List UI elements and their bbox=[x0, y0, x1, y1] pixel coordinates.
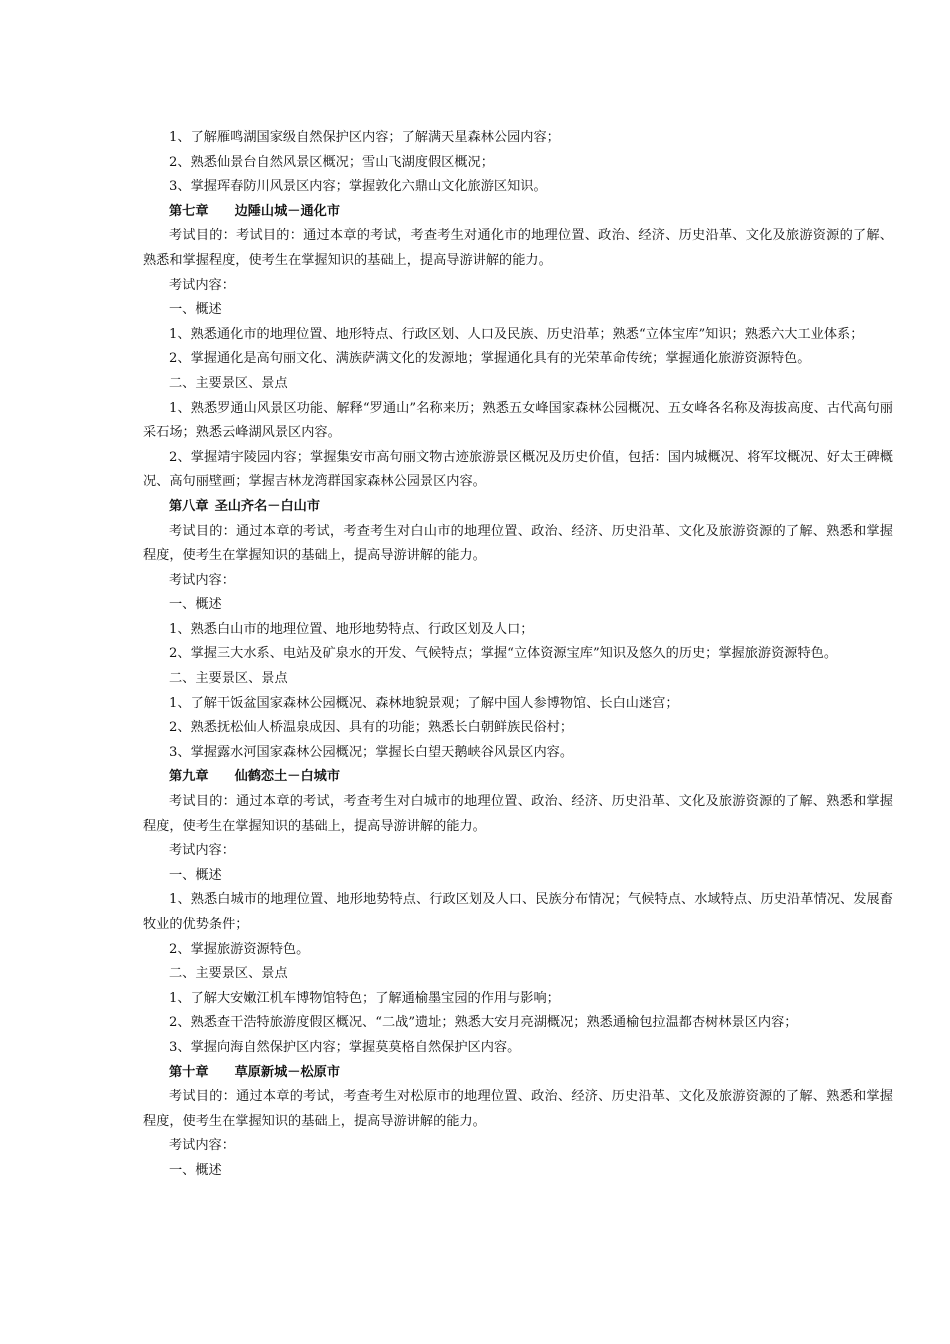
paragraph: 1、了解雁鸣湖国家级自然保护区内容；了解满天星森林公园内容； bbox=[169, 130, 560, 145]
paragraph: 考试目的：通过本章的考试，考查考生对白山市的地理位置、政治、经济、历史沿革、文化及旅游资源的了解、熟悉和掌握程度，使考生在掌握知识的基础上，提高导游讲解的能力。 bbox=[143, 523, 893, 564]
chapter-title: 草原新城－松原市 bbox=[234, 1064, 341, 1080]
paragraph: 1、了解干饭盆国家森林公园概况、森林地貌景观；了解中国人参博物馆、长白山迷宫； bbox=[169, 695, 679, 711]
paragraph: 2、熟悉抚松仙人桥温泉成因、具有的功能；熟悉长白朝鲜族民俗村； bbox=[169, 720, 574, 736]
paragraph: 考试目的：考试目的：通过本章的考试，考查考生对通化市的地理位置、政治、经济、历史沿革、文化及旅游资源的了解、熟悉和掌握程度，使考生在掌握知识的基础上，提高导游讲解的能力。 bbox=[143, 228, 893, 268]
paragraph: 一、概述 bbox=[169, 1162, 222, 1178]
chapter-heading-10 bbox=[143, 1061, 893, 1086]
paragraph: 考试内容： bbox=[169, 572, 235, 588]
paragraph: 2、熟悉仙景台自然风景区概况；雪山飞湖度假区概况； bbox=[169, 154, 494, 170]
paragraph: 考试内容： bbox=[169, 277, 235, 293]
paragraph: 二、主要景区、景点 bbox=[169, 375, 288, 391]
paragraph: 考试目的：通过本章的考试，考查考生对松原市的地理位置、政治、经济、历史沿革、文化及旅游资源的了解、熟悉和掌握程度，使考生在掌握知识的基础上，提高导游讲解的能力。 bbox=[143, 1089, 893, 1129]
paragraph: 1、了解大安嫩江机车博物馆特色；了解通榆墨宝园的作用与影响； bbox=[169, 990, 560, 1006]
paragraph: 1、熟悉白城市的地理位置、地形地势特点、行政区划及人口、民族分布情况；气候特点、水域特点、历史沿革情况、发展畜牧业的优势条件； bbox=[143, 892, 893, 932]
paragraph: 1、熟悉通化市的地理位置、地形特点、行政区划、人口及民族、历史沿革；熟悉“立体宝库”知识；熟悉六大工业体系； bbox=[169, 326, 864, 342]
paragraph: 3、掌握露水河国家森林公园概况；掌握长白望天鹅峡谷风景区内容。 bbox=[169, 744, 574, 760]
chapter-heading-8 bbox=[143, 495, 893, 520]
paragraph: 3、掌握珲春防川风景区内容；掌握敦化六鼎山文化旅游区知识。 bbox=[169, 179, 547, 195]
paragraph: 考试目的：通过本章的考试，考查考生对白城市的地理位置、政治、经济、历史沿革、文化及旅游资源的了解、熟悉和掌握程度，使考生在掌握知识的基础上，提高导游讲解的能力。 bbox=[143, 794, 893, 834]
paragraph: 一、概述 bbox=[169, 597, 222, 613]
paragraph: 2、熟悉查干浩特旅游度假区概况、“二战”遗址；熟悉大安月亮湖概况；熟悉通榆包拉温都杏树林景区内容； bbox=[169, 1015, 798, 1031]
paragraph: 考试内容： bbox=[169, 843, 235, 859]
chapter-number: 第九章 bbox=[169, 769, 209, 785]
paragraph: 二、主要景区、景点 bbox=[169, 966, 288, 982]
chapter-title: 圣山齐名－白山市 bbox=[214, 498, 321, 514]
paragraph: 2、掌握通化是高句丽文化、满族萨满文化的发源地；掌握通化具有的光荣革命传统；掌握通化旅游资源特色。 bbox=[169, 351, 811, 367]
chapter-number: 第八章 bbox=[169, 498, 209, 514]
paragraph: 2、掌握三大水系、电站及矿泉水的开发、气候特点；掌握“立体资源宝库”知识及悠久的历史；掌握旅游资源特色。 bbox=[169, 646, 838, 662]
paragraph: 一、概述 bbox=[169, 302, 222, 318]
chapter-number: 第十章 bbox=[169, 1064, 209, 1080]
paragraph: 1、熟悉罗通山风景区功能、解释“罗通山”名称来历；熟悉五女峰国家森林公园概况、五女峰各名称及海拔高度、古代高句丽采石场；熟悉云峰湖风景区内容。 bbox=[143, 400, 893, 441]
chapter-heading-9 bbox=[143, 765, 893, 790]
paragraph: 3、掌握向海自然保护区内容；掌握莫莫格自然保护区内容。 bbox=[169, 1039, 521, 1055]
paragraph: 二、主要景区、景点 bbox=[169, 671, 288, 687]
paragraph: 1、熟悉白山市的地理位置、地形地势特点、行政区划及人口； bbox=[169, 621, 534, 637]
chapter-heading-7 bbox=[143, 200, 893, 225]
document-page bbox=[143, 126, 893, 1184]
chapter-title: 仙鹤恋土－白城市 bbox=[234, 769, 341, 785]
chapter-title: 边陲山城－通化市 bbox=[234, 203, 341, 219]
paragraph: 2、掌握靖宇陵园内容；掌握集安市高句丽文物古迹旅游景区概况及历史价值，包括：国内城概况、将军坟概况、好太王碑概况、高句丽壁画；掌握吉林龙湾群国家森林公园景区内容。 bbox=[143, 449, 893, 490]
paragraph: 一、概述 bbox=[169, 867, 222, 883]
chapter-number: 第七章 bbox=[169, 203, 209, 219]
paragraph: 考试内容： bbox=[169, 1138, 235, 1154]
paragraph: 2、掌握旅游资源特色。 bbox=[169, 941, 310, 957]
